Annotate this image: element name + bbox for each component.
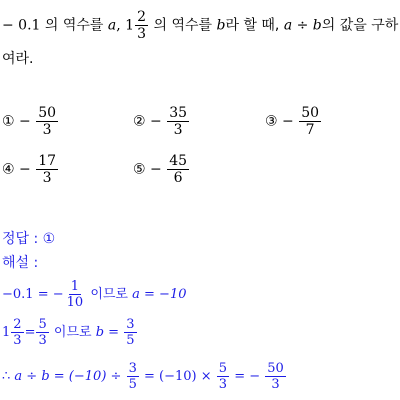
problem-text-2: 의 역수를 [153, 17, 213, 34]
explanation-step-3 [2, 362, 287, 391]
step3-numerator-3: 50 [267, 361, 284, 376]
mixed-number-whole: 1 [125, 17, 135, 34]
option-5[interactable] [133, 154, 190, 185]
step3-numerator-1: 3 [128, 361, 137, 376]
step2-connector: 이므로 [53, 325, 92, 340]
option-4-marker: ④ [2, 161, 15, 178]
step1-rhs: a = −10 [132, 287, 187, 302]
option-3-marker: ③ [265, 113, 278, 130]
answer-line [2, 228, 55, 248]
step3-numerator-2: 5 [218, 361, 228, 376]
problem-text-3: 라 할 때, [225, 17, 280, 34]
step2-denominator-3: 5 [126, 333, 135, 348]
therefore-symbol: ∴ [2, 369, 11, 384]
option-2-numerator: 35 [169, 105, 188, 121]
option-1-numerator: 50 [38, 105, 57, 121]
option-1-denominator: 3 [42, 122, 52, 138]
problem-line-2 [2, 48, 34, 68]
step2-denominator-2: 3 [38, 333, 47, 348]
explanation-step-1 [2, 280, 186, 309]
step2-fraction-3 [124, 318, 136, 347]
option-1-fraction [36, 106, 58, 137]
option-4-sign: − [19, 161, 31, 178]
option-2-sign: − [150, 113, 162, 130]
option-3-denominator: 7 [305, 122, 315, 138]
option-5-denominator: 6 [173, 170, 183, 186]
option-4[interactable] [2, 154, 59, 185]
variable-b: b [216, 17, 226, 34]
step3-denominator-2: 3 [218, 377, 228, 392]
option-3-numerator: 50 [301, 105, 320, 121]
option-1-marker: ① [2, 113, 15, 130]
problem-text-1: 의 역수를 [44, 17, 104, 34]
step1-fraction [65, 280, 86, 309]
problem-number-value: − 0.1 [2, 17, 41, 34]
step2-whole: 1 [2, 325, 11, 340]
step3-expr-3: = − [234, 369, 261, 384]
answer-value: ① [42, 231, 56, 247]
step2-numerator-3: 3 [126, 317, 135, 332]
option-4-numerator: 17 [38, 153, 57, 169]
step2-variable: b = [95, 325, 120, 340]
step3-denominator-3: 3 [271, 377, 280, 392]
problem-text-5: 여라. [2, 51, 34, 67]
option-5-numerator: 45 [169, 153, 188, 169]
step3-fraction-3 [265, 362, 286, 391]
step3-expr-2: = (−10) × [143, 369, 212, 384]
option-5-sign: − [150, 161, 162, 178]
option-3-fraction [299, 106, 321, 137]
variable-a: a [107, 17, 117, 34]
comma: , [116, 17, 121, 34]
explanation-label: 해설 : [2, 255, 39, 271]
step1-connector: 이므로 [90, 287, 128, 302]
step2-numerator-1: 2 [13, 317, 22, 332]
expression-a-div-b: a ÷ b [283, 17, 322, 34]
step3-fraction-2 [217, 362, 229, 391]
option-1-sign: − [19, 113, 31, 130]
step2-denominator-1: 3 [13, 333, 22, 348]
option-2-denominator: 3 [173, 122, 183, 138]
step1-numerator: 1 [70, 279, 80, 294]
option-5-fraction [167, 154, 189, 185]
explanation-label-line [2, 252, 38, 272]
step1-lhs: −0.1 = − [2, 287, 64, 302]
step3-denominator-1: 5 [128, 377, 137, 392]
mixed-number-fraction [135, 10, 148, 41]
step2-numerator-2: 5 [38, 317, 47, 332]
step2-fraction-1 [11, 318, 23, 347]
problem-line-1 [2, 10, 398, 41]
step2-equals: = [24, 325, 36, 340]
step3-expr-1: a ÷ b = (−10) ÷ [14, 369, 122, 384]
answer-label: 정답 : [2, 231, 39, 247]
option-1[interactable] [2, 106, 59, 137]
step1-denominator: 10 [66, 295, 84, 310]
option-2-marker: ② [133, 113, 146, 130]
option-2-fraction [167, 106, 189, 137]
fraction-denominator: 3 [137, 26, 147, 42]
option-4-fraction [36, 154, 58, 185]
step3-fraction-1 [127, 362, 139, 391]
option-3[interactable] [265, 106, 322, 137]
fraction-numerator: 2 [137, 9, 147, 25]
explanation-step-2 [2, 318, 138, 347]
option-2[interactable] [133, 106, 190, 137]
option-3-sign: − [282, 113, 294, 130]
option-4-denominator: 3 [42, 170, 52, 186]
step2-fraction-2 [36, 318, 48, 347]
option-5-marker: ⑤ [133, 161, 146, 178]
problem-text-4: 의 값을 구하 [321, 17, 399, 34]
